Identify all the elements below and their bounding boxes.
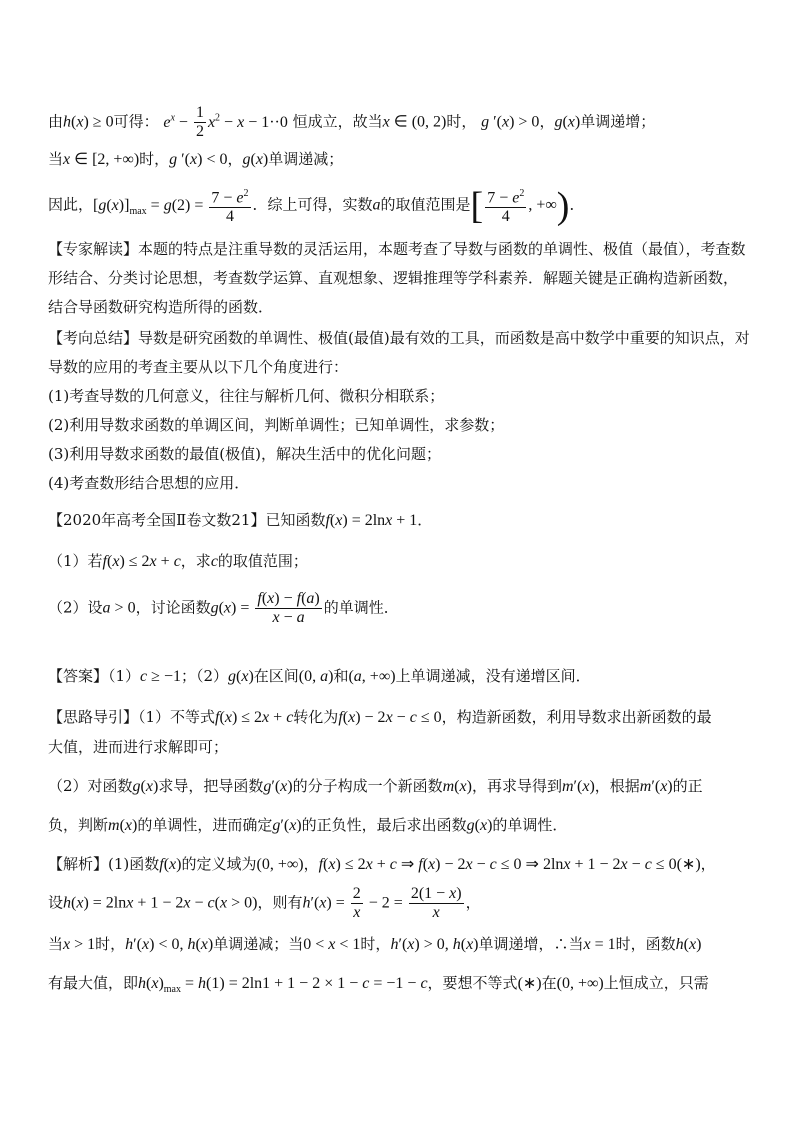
problem-title: 【2020年高考全国Ⅱ卷文数21】已知函数f(x) = 2lnx + 1．	[48, 511, 433, 529]
summary-line-4: (2)利用导数求函数的单调区间，判断单调性；已知单调性，求参数；	[48, 416, 505, 434]
question-1: （1）若f(x) ≤ 2x + c，求c的取值范围；	[48, 552, 308, 570]
solution-line-3: 当x > 1时，h′(x) < 0, h(x)单调递减；当0 < x < 1时，h′(x) > 0, h(x)单调递增，∴当x = 1时，函数h(x)	[48, 935, 702, 953]
summary-line-1: 【考向总结】导数是研究函数的单调性、极值(最值)最有效的工具，而函数是高中数学中重要的知识点，对	[48, 329, 750, 347]
guide-line-1: 【思路导引】（1）不等式f(x) ≤ 2x + c转化为f(x) − 2x − c ≤ 0，构造新函数，利用导数求出新函数的最	[48, 708, 712, 726]
text-line-3: 因此，$[g(x)]_{max} = g(2)$ = $\frac{7 - e^2}{4}$ ．综上可得，实数a的取值范围是[ $\frac{7 - e^2}{4}$ , +∞)．	[48, 184, 585, 227]
summary-line-6: (4)考查数形结合思想的应用．	[48, 474, 250, 492]
guide-line-4: 负，判断m(x)的单调性，进而确定g′(x)的正负性，最后求出函数g(x)的单调性．	[48, 816, 568, 834]
guide-line-3: （2）对函数g(x)求导，把导函数g′(x)的分子构成一个新函数m(x)，再求导得到m′(x)，根据m′(x)的正	[48, 777, 703, 795]
expert-line-2: 形结合、分类讨论思想，考查数学运算、直观想象、逻辑推理等学科素养．解题关键是正确构造新函数，	[48, 269, 739, 287]
summary-line-3: (1)考查导数的几何意义，往往与解析几何、微积分相联系；	[48, 387, 445, 405]
guide-line-2: 大值，进而进行求解即可；	[48, 738, 229, 756]
summary-line-5: (3)利用导数求函数的最值(极值)，解决生活中的优化问题；	[48, 445, 441, 463]
solution-line-4: 有最大值，即$h(x)_{max} = h(1) = 2\ln 1 + 1 - 2 \times 1 - c = -1 - c$，要想不等式(∗)在(0, +∞)上恒成立，只需	[48, 974, 709, 996]
text-line-2: 当x ∈ [2, +∞)时，g ′(x) < 0，g(x)单调递减；	[48, 150, 344, 168]
solution-line-2: 设h(x) = 2lnx + 1 − 2x − c(x > 0)，则有h′(x) = $\frac{2}{x}$ − 2 = $\frac{2(1 - x)}{x}$ ，	[48, 885, 481, 921]
text-line-1: 由h(x) ≥ 0可得： $e^x$ − $\frac{1}{2}$ $x^2 - x - 1\cdot\cdot 0$ 恒成立，故当x ∈ (0, 2)时， g ′(x) > 0，g(x)单调递增；	[48, 104, 656, 140]
summary-line-2: 导数的应用的考查主要从以下几个角度进行：	[48, 358, 349, 376]
expert-line-3: 结合导函数研究构造所得的函数．	[48, 298, 274, 316]
question-2: （2）设a > 0，讨论函数g(x) = $\frac{f(x) - f(a)}{x - a}$ 的单调性．	[48, 590, 399, 626]
answer-line: 【答案】（1）c ≥ −1；（2）g(x)在区间(0, a)和(a, +∞)上单调递减，没有递增区间．	[48, 667, 591, 685]
expert-line-1: 【专家解读】本题的特点是注重导数的灵活运用，本题考查了导数与函数的单调性、极值（最值），考查数	[48, 240, 746, 258]
solution-line-1: 【解析】(1)函数f(x)的定义域为(0, +∞)，f(x) ≤ 2x + c ⇒ f(x) − 2x − c ≤ 0 ⇒ 2lnx + 1 − 2x − c ≤ 0(∗)，	[48, 855, 716, 873]
